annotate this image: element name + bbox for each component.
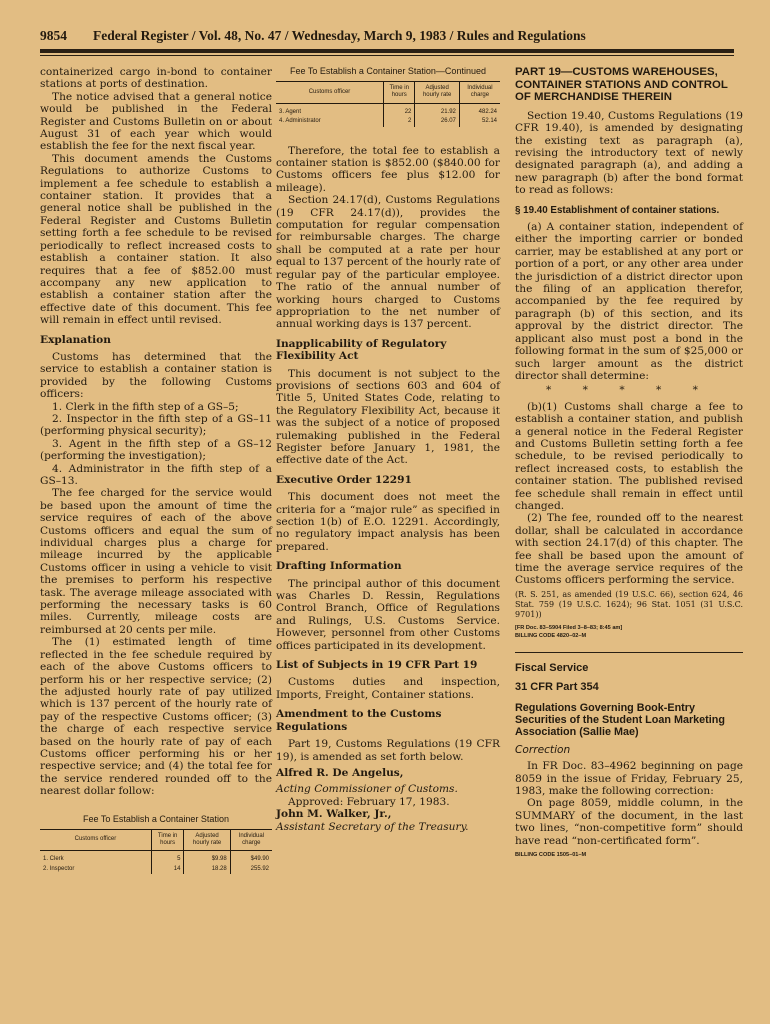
table-header: Time in hours <box>151 829 184 851</box>
table-cell: 14 <box>151 865 184 874</box>
signature-name: John M. Walker, Jr., <box>276 808 392 821</box>
paragraph: Customs duties and inspection, Imports, Freight, Container stations. <box>276 676 500 701</box>
table-cell: 21.92 <box>415 103 460 117</box>
paragraph: (b)(1) Customs shall charge a fee to establish a container station, and publish a general notice in the Federal Register and Customs Bulletin setting forth a fee schedule, to be revised periodically to reflect increased costs, to establish the container station. The published revised fee schedule shall remain in effect until changed. <box>515 400 743 512</box>
table-header: Customs officer <box>40 829 151 851</box>
paragraph: The fee charged for the service would be based upon the amount of time the service requires of each of the above Customs officers and equal the sum of individual charges plus a charge for mileage incurred by the applicable Customs officer in using a vehicle to visit the premises to perform his respective task. The average mileage associated with performing the necessary tasks is 60 miles. Currently, mileage costs are reimbursed at 20 cents per mile. <box>40 487 272 636</box>
table-cell: 2 <box>384 117 415 126</box>
section-heading: List of Subjects in 19 CFR Part 19 <box>276 659 478 672</box>
cfr-heading: 31 CFR Part 354 <box>515 681 599 694</box>
paragraph: In FR Doc. 83–4962 beginning on page 8059 in the issue of Friday, February 25, 1983, make the following correction: <box>515 760 743 798</box>
list-item: 2. Inspector in the fifth step of a GS–11 (performing physical security); <box>40 412 272 438</box>
table-row <box>276 117 500 126</box>
table-header: Time in hours <box>384 82 415 104</box>
table-cell: 5 <box>151 851 184 865</box>
signature-title: Acting Commissioner of Customs. <box>276 783 458 796</box>
list-item: 4. Administrator in the fifth step of a GS–13. <box>40 462 272 487</box>
table-title: Fee To Establish a Container Station <box>83 813 229 824</box>
paragraph: (a) A container station, independent of either the importing carrier or bonded carrier, may be established at any port or portion of a port, or any other area under the jurisdiction of a district director upon the filing of an application therefor, accompanied by the fee required by paragraph (b) of this section, and its approval by the district director. The applicant also must post a bond in the following format in the sum of $25,000 or such larger amount as the district director shall determine: <box>515 221 743 382</box>
header-rule-thin <box>40 55 734 56</box>
section-heading: § 19.40 Establishment of container stations. <box>515 204 720 216</box>
billing-code: BILLING CODE 4820–02–M <box>515 632 587 639</box>
table-row <box>40 865 272 874</box>
running-header <box>40 28 734 48</box>
section-heading: Explanation <box>40 333 111 346</box>
table-header: Adjusted hourly rate <box>184 829 230 851</box>
approval-date: Approved: February 17, 1983. <box>288 795 450 808</box>
column-middle <box>276 66 500 833</box>
signature-title: Assistant Secretary of the Treasury. <box>276 820 469 833</box>
paragraph: The principal author of this document was Charles D. Ressin, Regulations Control Branch, Office of Regulations and Rulings, U.S. Customs Service. However, personnel from other Customs offices participated in its development. <box>276 577 500 652</box>
table-header: Individual charge <box>459 82 500 104</box>
section-heading: Drafting Information <box>276 560 402 573</box>
table-cell: 26.07 <box>415 117 460 126</box>
agency-heading: Fiscal Service <box>515 661 589 674</box>
paragraph: (2) The fee, rounded off to the nearest dollar, shall be calculated in accordance with section 24.17(d) of this chapter. The fee shall be based upon the amount of time the average service requires of the Customs officers performing the service. <box>515 512 743 587</box>
table-header: Adjusted hourly rate <box>415 82 460 104</box>
table-cell: $9.98 <box>184 851 230 865</box>
header-rule-thick <box>40 49 734 53</box>
table-row <box>276 103 500 117</box>
table-cell: $49.90 <box>230 851 272 865</box>
paragraph: This document is not subject to the provisions of sections 603 and 604 of Title 5, United States Code, relating to the Regulatory Flexibility Act, because it was the subject of a notice of proposed rulemaking published in the Federal Register before January 1, 1981, the effective date of the Act. <box>276 367 500 467</box>
paragraph: On page 8059, middle column, in the SUMMARY of the document, in the last two lines, “non-competitive form” should have read “non-certificated form”. <box>515 797 743 847</box>
paragraph: The notice advised that a general notice would be published in the Federal Register and Customs Bulletin on or about August 31 of each year which would establish the fee for the next fiscal year. <box>40 90 272 153</box>
table-cell: 1. Clerk <box>40 851 151 865</box>
table-cell: 255.92 <box>230 865 272 874</box>
section-heading: Executive Order 12291 <box>276 473 412 486</box>
section-divider <box>515 652 743 653</box>
signature-name: Alfred R. De Angelus, <box>276 766 404 779</box>
table-cell: 4. Administrator <box>276 117 384 126</box>
table-cell: 18.28 <box>184 865 230 874</box>
list-item: 1. Clerk in the fifth step of a GS–5; <box>52 400 239 413</box>
table-row <box>40 851 272 865</box>
paragraph: Customs has determined that the service to establish a container station is provided by the following Customs officers: <box>40 350 272 401</box>
table-cell: 3. Agent <box>276 103 384 117</box>
table-title: Fee To Establish a Container Station—Continued <box>290 66 486 76</box>
document-title: Regulations Governing Book-Entry Securities of the Student Loan Marketing Association (Sallie Mae) <box>515 701 725 739</box>
page-number: 9854 <box>40 28 67 43</box>
table-header: Individual charge <box>230 829 272 851</box>
table-header: Customs officer <box>276 82 384 104</box>
part-heading: PART 19—CUSTOMS WAREHOUSES, CONTAINER STATIONS AND CONTROL OF MERCHANDISE THEREIN <box>515 66 728 104</box>
ellipsis-stars: * * * * * <box>546 384 712 397</box>
paragraph: The (1) estimated length of time reflected in the fee schedule required by each of the above Customs officers to perform his or her respective service; (2) the adjusted hourly rate of pay utilized which is 137 percent of the hourly rate of pay of the respective Customs officer; (3) the charge of each respective service based on the hourly rate of pay of each Customs officer performing his or her respective service; and (4) the total fee for the service rendered rounded off to the nearest dollar follow: <box>40 636 272 798</box>
section-heading: Amendment to the Customs Regulations <box>276 708 442 733</box>
table-cell: 482.24 <box>459 103 500 117</box>
column-right <box>515 66 743 859</box>
table-cell: 2. Inspector <box>40 865 151 874</box>
fee-table <box>40 829 272 875</box>
fr-doc-line: [FR Doc. 83–5904 Filed 3–8–83; 8:45 am] <box>515 624 623 631</box>
authority-citation: (R. S. 251, as amended (19 U.S.C. 66), section 624, 46 Stat. 759 (19 U.S.C. 1624); 96 Stat. 1051 (31 U.S.C. 9701)) <box>515 589 743 619</box>
fee-table-continued <box>276 81 500 127</box>
paragraph: This document amends the Customs Regulations to authorize Customs to implement a fee schedule to establish a container station. It provides that a general notice shall be published in the Federal Register and Customs Bulletin setting forth a fee schedule to be revised periodically to reflect increased costs to establish a container station. It also requires that a fee of $852.00 must accompany any new application to establish a container station after the effective date of this document. This fee will remain in effect until revised. <box>40 152 272 327</box>
billing-code: BILLING CODE 1505–01–M <box>515 852 587 859</box>
paragraph: containerized cargo in-bond to container stations at ports of destination. <box>40 66 272 91</box>
paragraph: Therefore, the total fee to establish a container station is $852.00 ($840.00 for Customs officers fee plus $12.00 for mileage). <box>276 144 500 194</box>
correction-heading: Correction <box>515 743 571 756</box>
paragraph: Part 19, Customs Regulations (19 CFR 19), is amended as set forth below. <box>276 738 500 763</box>
paragraph: Section 24.17(d), Customs Regulations (19 CFR 24.17(d)), provides the computation for regular compensation for reimbursable charges. The charge shall be computed at a rate per hour equal to 137 percent of the hourly rate of regular pay of the particular employee. The ratio of the annual number of working hours charged to Customs appropriation to the net number of annual working days is 137 percent. <box>276 194 500 331</box>
column-left <box>40 66 272 874</box>
table-cell: 52.14 <box>459 117 500 126</box>
paragraph: This document does not meet the criteria for a “major rule” as specified in section 1(b) of E.O. 12291. Accordingly, no regulatory impact analysis has been prepared. <box>276 491 500 553</box>
table-cell: 22 <box>384 103 415 117</box>
list-item: 3. Agent in the fifth step of a GS–12 (performing the investigation); <box>40 437 272 463</box>
running-head: Federal Register / Vol. 48, No. 47 / Wednesday, March 9, 1983 / Rules and Regulations <box>93 28 586 43</box>
section-heading: Inapplicability of Regulatory Flexibility Act <box>276 337 447 363</box>
paragraph: Section 19.40, Customs Regulations (19 CFR 19.40), is amended by designating the existing text as paragraph (a), revising the introductory text of newly designated paragraph (a), and adding a new paragraph (b) after the bond format to read as follows: <box>515 109 743 197</box>
